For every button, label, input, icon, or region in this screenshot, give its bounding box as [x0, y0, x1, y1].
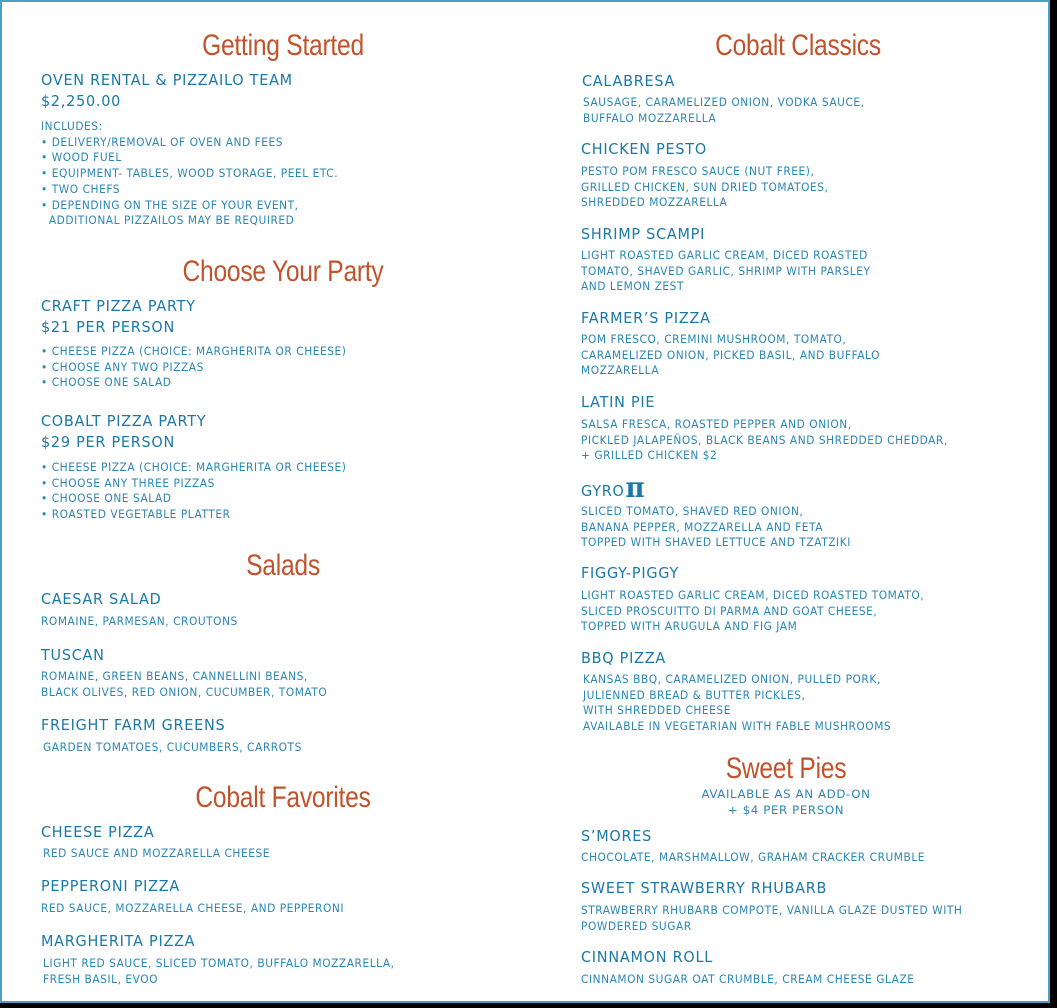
item-description: CINNAMON SUGAR OAT CRUMBLE, CREAM CHEESE GLAZE [581, 972, 915, 986]
item-name: S’MORES [581, 827, 652, 845]
pi-glyph-icon: π [625, 471, 646, 504]
item-name: SWEET STRAWBERRY RHUBARB [581, 879, 828, 897]
item-description: GARDEN TOMATOES, CUCUMBERS, CARROTS [43, 740, 302, 754]
item-price: $21 PER PERSON [41, 318, 176, 336]
item-name: CRAFT PIZZA PARTY [41, 297, 196, 315]
item-description: POM FRESCO, CREMINI MUSHROOM, TOMATO, CARAMELIZED ONION, PICKED BASIL, AND BUFFALO MOZZARELLA [581, 332, 881, 378]
item-description: SAUSAGE, CARAMELIZED ONION, VODKA SAUCE, BUFFALO MOZZARELLA [583, 95, 865, 125]
item-description: CHOCOLATE, MARSHMALLOW, GRAHAM CRACKER CRUMBLE [581, 850, 926, 864]
item-description: ROMAINE, GREEN BEANS, CANNELLINI BEANS, BLACK OLIVES, RED ONION, CUCUMBER, TOMATO [41, 669, 328, 699]
item-description: • CHEESE PIZZA (CHOICE: MARGHERITA OR CHEESE) • CHOOSE ANY TWO PIZZAS • CHOOSE ONE SALAD [41, 344, 347, 390]
item-description: LIGHT RED SAUCE, SLICED TOMATO, BUFFALO MOZZARELLA, FRESH BASIL, EVOO [43, 956, 395, 986]
item-description: SLICED TOMATO, SHAVED RED ONION, BANANA PEPPER, MOZZARELLA AND FETA TOPPED WITH SHAVED LETTUCE AND TZATZIKI [581, 504, 851, 550]
item-name: MARGHERITA PIZZA [41, 932, 196, 950]
item-name: SHRIMP SCAMPI [581, 225, 706, 243]
section-title-cobalt-favorites: Cobalt Favorites [195, 781, 371, 814]
item-description: SALSA FRESCA, ROASTED PEPPER AND ONION, PICKLED JALAPEÑOS, BLACK BEANS AND SHREDDED CHEDDAR, + GRILLED CHICKEN $2 [581, 417, 948, 463]
section-title-sweet-pies: Sweet Pies [725, 752, 847, 785]
item-name-gyro: GYROπ [581, 471, 646, 504]
item-name: CHICKEN PESTO [581, 140, 707, 158]
item-description: RED SAUCE AND MOZZARELLA CHEESE [43, 846, 270, 860]
item-description: PESTO POM FRESCO SAUCE (NUT FREE), GRILLED CHICKEN, SUN DRIED TOMATOES, SHREDDED MOZZARELLA [581, 164, 829, 210]
item-description: INCLUDES: • DELIVERY/REMOVAL OF OVEN AND FEES • WOOD FUEL • EQUIPMENT- TABLES, WOOD STORAGE, PEEL ETC. • TWO CHEFS • DEPENDING ON THE SIZE OF YOUR EVENT, ADDITIONAL PIZZAILOS MAY BE REQUIRED [41, 119, 339, 228]
item-name: OVEN RENTAL & PIZZAILO TEAM [41, 71, 293, 89]
item-description: ROMAINE, PARMESAN, CROUTONS [41, 614, 238, 628]
item-name: TUSCAN [41, 646, 105, 664]
item-price: $29 PER PERSON [41, 433, 176, 451]
item-description: LIGHT ROASTED GARLIC CREAM, DICED ROASTED TOMATO, SHAVED GARLIC, SHRIMP WITH PARSLEY AND LEMON ZEST [581, 248, 871, 294]
item-description: LIGHT ROASTED GARLIC CREAM, DICED ROASTED TOMATO, SLICED PROSCUITTO DI PARMA AND GOAT CHEESE, TOPPED WITH ARUGULA AND FIG JAM [581, 588, 925, 634]
item-description: KANSAS BBQ, CARAMELIZED ONION, PULLED PORK, JULIENNED BREAD & BUTTER PICKLES, WITH SHREDDED CHEESE AVAILABLE IN VEGETARIAN WITH FABLE MUSHROOMS [583, 672, 892, 734]
item-name: BBQ PIZZA [581, 649, 666, 667]
item-description: RED SAUCE, MOZZARELLA CHEESE, AND PEPPERONI [41, 901, 345, 915]
item-description: • CHEESE PIZZA (CHOICE: MARGHERITA OR CHEESE) • CHOOSE ANY THREE PIZZAS • CHOOSE ONE SALAD • ROASTED VEGETABLE PLATTER [41, 460, 347, 522]
item-name: CINNAMON ROLL [581, 948, 714, 966]
sweet-pies-note: AVAILABLE AS AN ADD-ON + $4 PER PERSON [701, 787, 871, 817]
section-title-choose-your-party: Choose Your Party [182, 255, 384, 288]
item-name: LATIN PIE [581, 393, 656, 411]
item-name: CHEESE PIZZA [41, 823, 155, 841]
item-name: FIGGY-PIGGY [581, 564, 680, 582]
section-title-cobalt-classics: Cobalt Classics [715, 29, 881, 62]
item-name: FARMER’S PIZZA [581, 309, 711, 327]
item-name: FREIGHT FARM GREENS [41, 716, 226, 734]
item-name: CAESAR SALAD [41, 590, 162, 608]
item-name: COBALT PIZZA PARTY [41, 412, 207, 430]
item-description: STRAWBERRY RHUBARB COMPOTE, VANILLA GLAZE DUSTED WITH POWDERED SUGAR [581, 903, 963, 933]
section-title-salads: Salads [246, 549, 320, 582]
section-title-getting-started: Getting Started [202, 29, 364, 62]
item-name: CALABRESA [582, 72, 676, 90]
item-price: $2,250.00 [41, 92, 122, 110]
item-name: PEPPERONI PIZZA [41, 877, 180, 895]
